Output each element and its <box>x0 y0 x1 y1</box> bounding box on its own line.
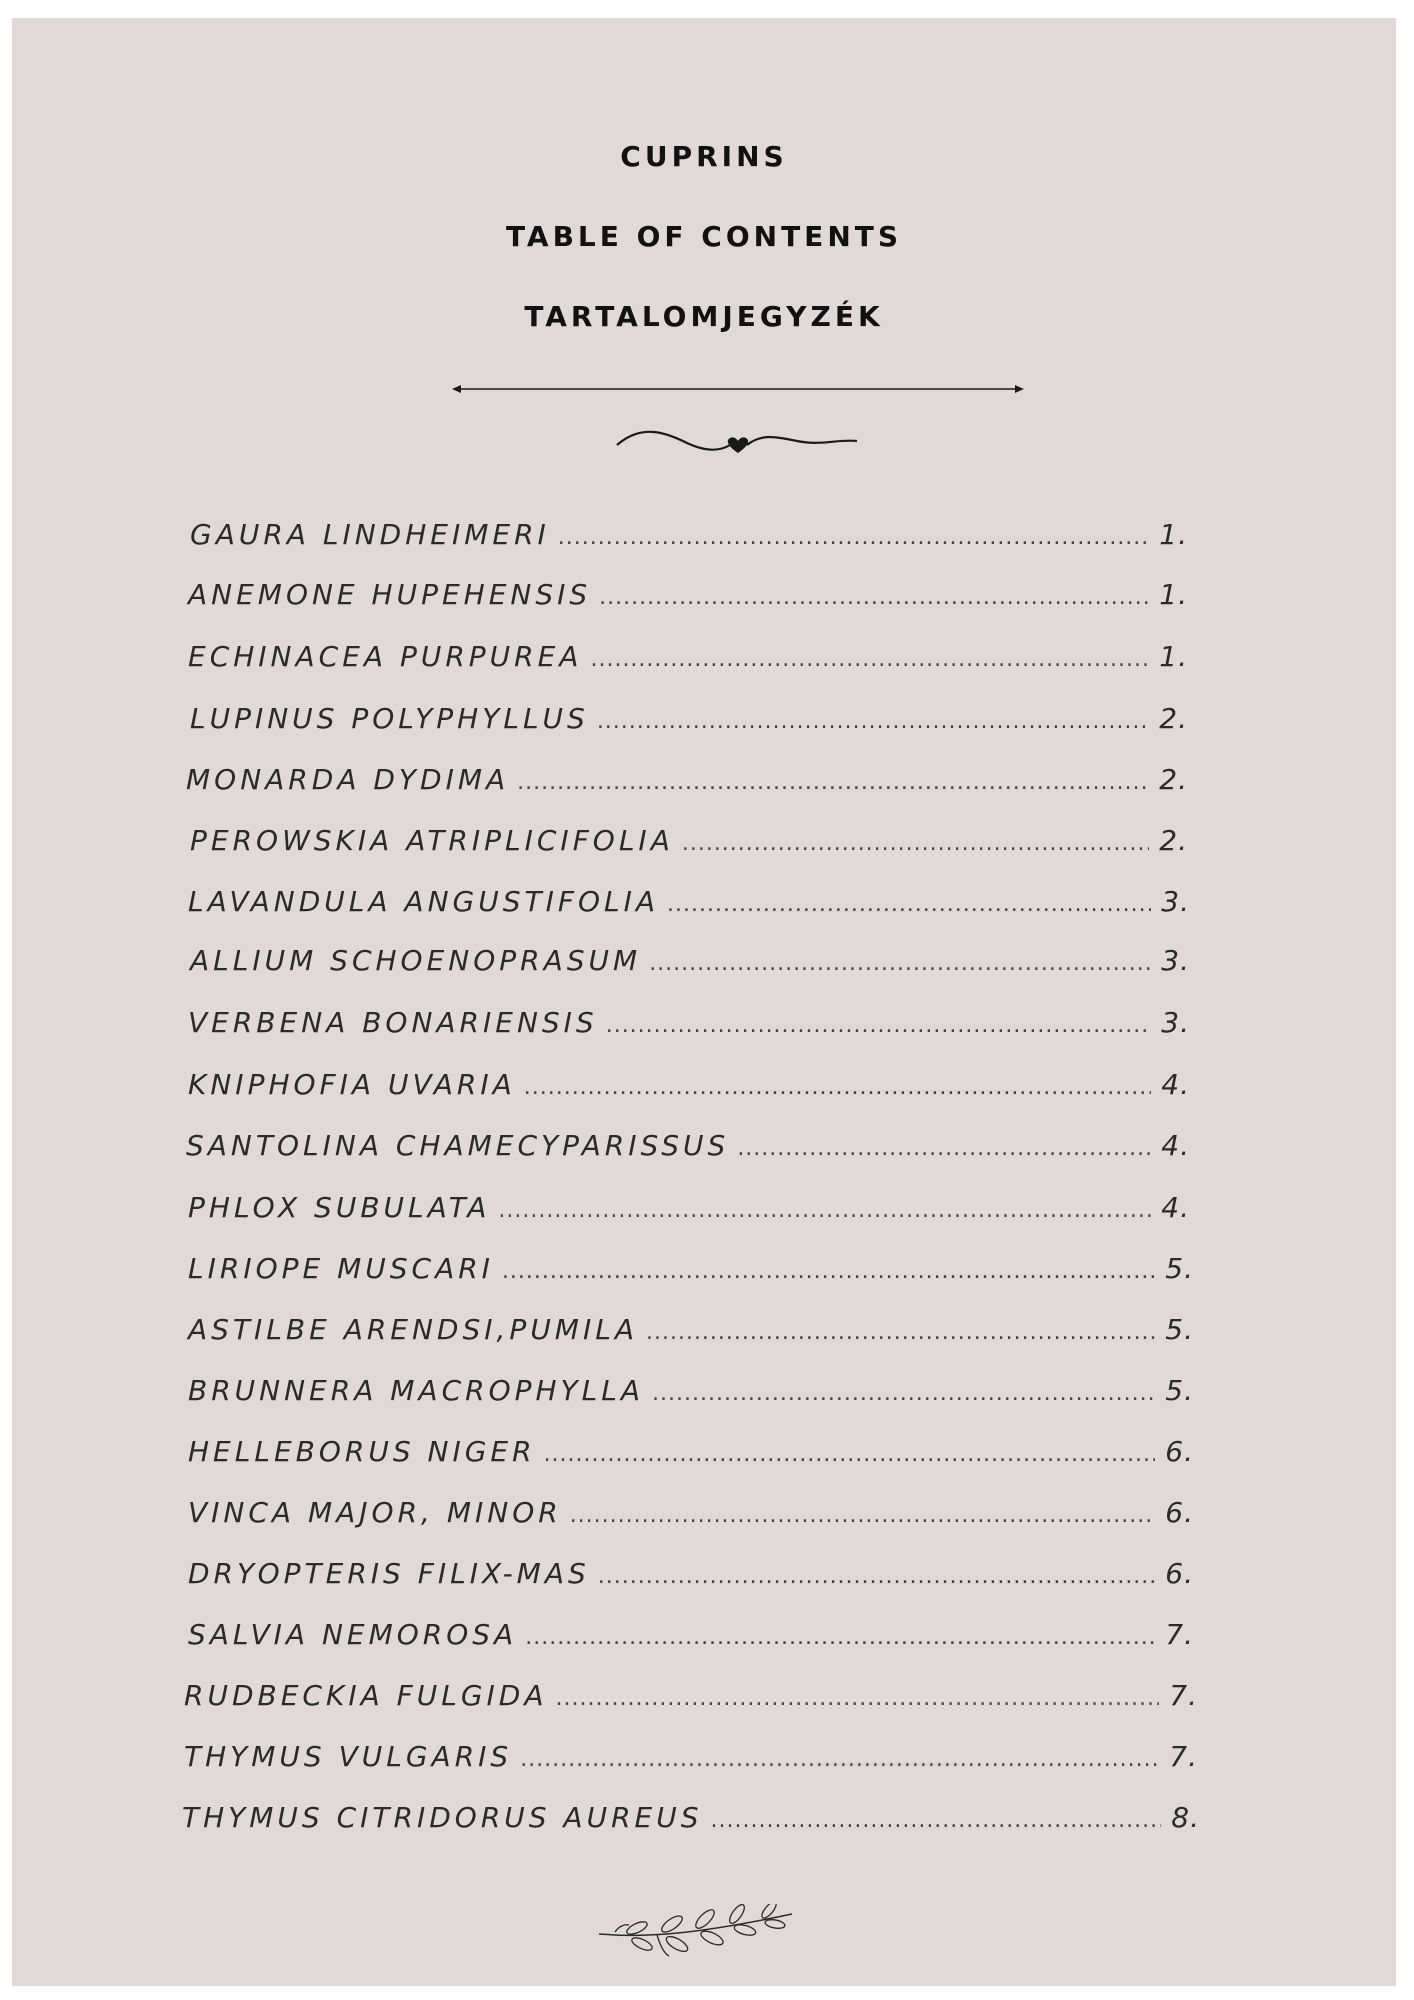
toc-dot-leader <box>520 1747 1159 1772</box>
toc-entry-page: 6. <box>1165 1435 1194 1468</box>
toc-dot-leader <box>606 1013 1152 1038</box>
toc-entry-title: LIRIOPE MUSCARI <box>188 1252 494 1285</box>
toc-entry-page: 1. <box>1159 518 1188 551</box>
toc-dot-leader <box>711 1808 1162 1833</box>
document-page <box>12 18 1396 1986</box>
toc-dot-leader <box>558 525 1149 550</box>
toc-entry[interactable] <box>188 1496 1194 1540</box>
toc-entry[interactable] <box>188 1618 1194 1662</box>
toc-dot-leader <box>599 585 1149 610</box>
toc-entry[interactable] <box>182 1801 1200 1845</box>
toc-entry-page: 5. <box>1165 1252 1194 1285</box>
toc-entry[interactable] <box>188 1252 1194 1296</box>
toc-entry-page: 7. <box>1169 1679 1198 1712</box>
toc-entry-page: 1. <box>1159 578 1188 611</box>
toc-entry[interactable] <box>188 1006 1190 1050</box>
toc-entry-title: VINCA MAJOR, MINOR <box>188 1496 562 1529</box>
title-romanian: CUPRINS <box>620 140 788 173</box>
toc-entry-page: 6. <box>1165 1557 1194 1590</box>
toc-entry-title: HELLEBORUS NIGER <box>188 1435 536 1468</box>
toc-entry-page: 2. <box>1159 702 1188 735</box>
toc-entry-title: PEROWSKIA ATRIPLICIFOLIA <box>190 824 674 857</box>
olive-branch-icon <box>597 1904 797 1964</box>
toc-dot-leader <box>649 951 1151 976</box>
arrow-divider <box>452 380 1024 398</box>
toc-dot-leader <box>525 1625 1155 1650</box>
toc-dot-leader <box>556 1686 1160 1711</box>
toc-entry-page: 5. <box>1165 1374 1194 1407</box>
toc-entry-page: 2. <box>1159 763 1188 796</box>
toc-entry-title: DRYOPTERIS FILIX-MAS <box>188 1557 590 1590</box>
toc-entry-title: ASTILBE ARENDSI,PUMILA <box>188 1313 638 1346</box>
toc-entry-title: LAVANDULA ANGUSTIFOLIA <box>188 885 660 918</box>
title-english: TABLE OF CONTENTS <box>505 220 903 253</box>
toc-entry-page: 7. <box>1169 1740 1198 1773</box>
toc-entry-title: SANTOLINA CHAMECYPARISSUS <box>186 1129 730 1162</box>
toc-dot-leader <box>544 1442 1156 1467</box>
toc-entry-page: 3. <box>1161 1006 1190 1039</box>
toc-entry-title: RUDBECKIA FULGIDA <box>184 1679 548 1712</box>
toc-entry[interactable] <box>188 640 1188 684</box>
toc-entry-title: THYMUS VULGARIS <box>184 1740 513 1773</box>
toc-entry-title: SALVIA NEMOROSA <box>188 1618 518 1651</box>
toc-dot-leader <box>498 1198 1151 1223</box>
toc-entry[interactable] <box>186 1129 1190 1173</box>
toc-entry[interactable] <box>190 702 1188 746</box>
toc-entry[interactable] <box>186 763 1188 807</box>
toc-entry-title: GAURA LINDHEIMERI <box>190 518 550 551</box>
toc-entry-title: KNIPHOFIA UVARIA <box>188 1068 516 1101</box>
toc-entry-title: ALLIUM SCHOENOPRASUM <box>190 944 642 977</box>
toc-dot-leader <box>524 1075 1152 1100</box>
toc-entry[interactable] <box>188 885 1190 929</box>
toc-entry-title: LUPINUS POLYPHYLLUS <box>190 702 589 735</box>
toc-dot-leader <box>667 892 1151 917</box>
toc-dot-leader <box>598 1564 1156 1589</box>
toc-entry[interactable] <box>190 824 1188 868</box>
toc-entry-page: 7. <box>1165 1618 1194 1651</box>
toc-dot-leader <box>737 1136 1151 1161</box>
toc-entry-page: 3. <box>1161 944 1190 977</box>
toc-entry[interactable] <box>188 1313 1194 1357</box>
toc-entry[interactable] <box>188 1435 1194 1479</box>
title-hungarian: TARTALOMJEGYZÉK <box>524 300 884 333</box>
toc-entry[interactable] <box>188 1374 1194 1418</box>
toc-entry-page: 8. <box>1171 1801 1200 1834</box>
toc-entry-page: 4. <box>1161 1068 1190 1101</box>
toc-dot-leader <box>682 831 1149 856</box>
toc-dot-leader <box>502 1259 1155 1284</box>
toc-entry-title: MONARDA DYDIMA <box>186 763 510 796</box>
toc-entry-page: 2. <box>1159 824 1188 857</box>
toc-entry-title: THYMUS CITRIDORUS AUREUS <box>182 1801 703 1834</box>
toc-entry-title: BRUNNERA MACROPHYLLA <box>188 1374 645 1407</box>
toc-entry[interactable] <box>188 578 1188 622</box>
toc-dot-leader <box>652 1381 1155 1406</box>
heart-flourish-ornament <box>612 423 862 463</box>
toc-entry[interactable] <box>188 1068 1190 1112</box>
toc-entry-page: 1. <box>1159 640 1188 673</box>
toc-dot-leader <box>597 709 1149 734</box>
toc-entry[interactable] <box>190 944 1190 988</box>
toc-dot-leader <box>646 1320 1155 1345</box>
toc-entry[interactable] <box>190 518 1188 562</box>
toc-entry-page: 4. <box>1161 1129 1190 1162</box>
toc-dot-leader <box>590 647 1149 672</box>
toc-entry-page: 6. <box>1165 1496 1194 1529</box>
toc-entry-title: VERBENA BONARIENSIS <box>188 1006 598 1039</box>
toc-dot-leader <box>517 770 1149 795</box>
toc-entry[interactable] <box>184 1740 1198 1784</box>
toc-entry-title: ECHINACEA PURPUREA <box>188 640 583 673</box>
toc-entry-page: 3. <box>1161 885 1190 918</box>
toc-dot-leader <box>570 1503 1156 1528</box>
toc-entry-page: 5. <box>1165 1313 1194 1346</box>
toc-entry[interactable] <box>184 1679 1198 1723</box>
toc-entry-title: ANEMONE HUPEHENSIS <box>188 578 592 611</box>
toc-entry[interactable] <box>188 1191 1190 1235</box>
toc-entry-title: PHLOX SUBULATA <box>188 1191 491 1224</box>
toc-entry-page: 4. <box>1161 1191 1190 1224</box>
toc-entry[interactable] <box>188 1557 1194 1601</box>
